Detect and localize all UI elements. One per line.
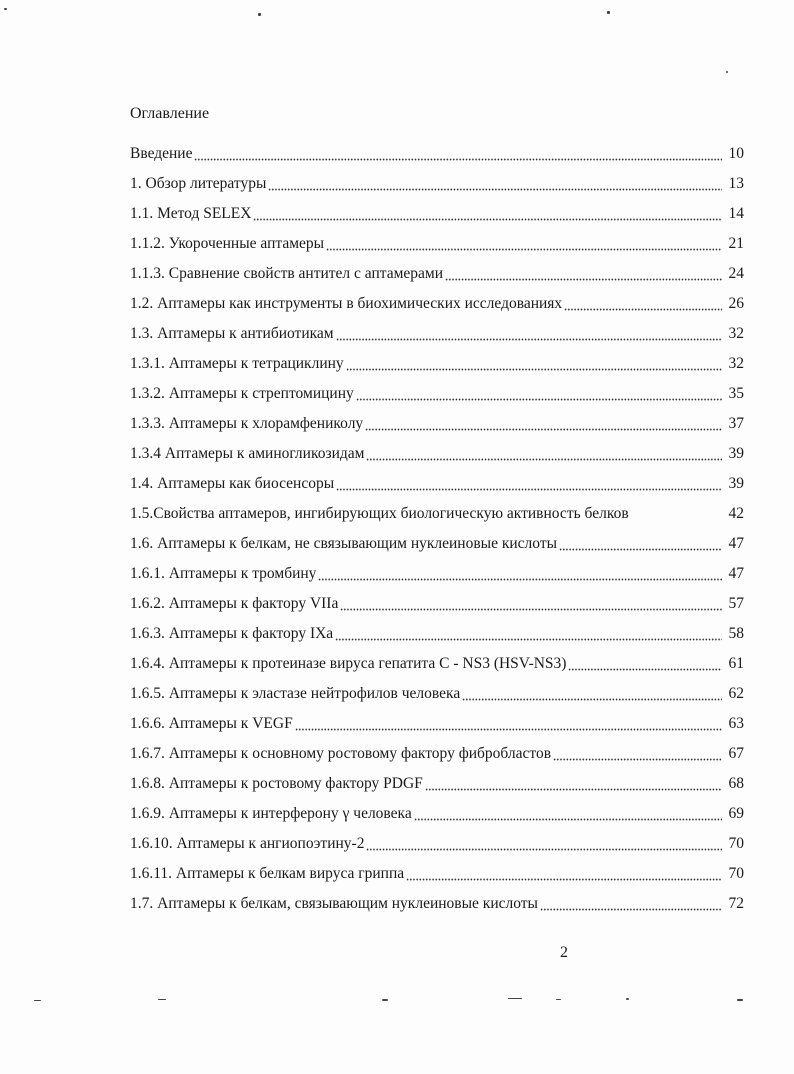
toc-entry-title[interactable]: 1.6.11. Аптамеры к белкам вируса гриппа [130, 865, 405, 882]
toc-entry[interactable] [130, 674, 744, 704]
toc-entry-page: 26 [728, 295, 744, 312]
toc-entry-page: 61 [728, 655, 744, 672]
scan-speck [556, 999, 561, 1000]
toc-entry-title[interactable]: 1.6.5. Аптамеры к эластазе нейтрофилов человека [130, 685, 461, 702]
toc-entry-title[interactable]: 1.6. Аптамеры к белкам, не связывающим нуклеиновые кислоты [130, 535, 558, 552]
toc-entry-title[interactable]: 1.4. Аптамеры как биосенсоры [130, 475, 335, 492]
dot-leader [295, 715, 722, 731]
toc-entry[interactable] [130, 164, 744, 194]
toc-entry[interactable] [130, 644, 744, 674]
dot-leader [318, 565, 722, 581]
toc-entry[interactable] [130, 434, 744, 464]
dot-leader [462, 685, 722, 701]
toc-entry-title[interactable]: 1.6.8. Аптамеры к ростовому фактору PDGF [130, 775, 423, 792]
toc-entry-title[interactable]: 1.3.3. Аптамеры к хлорамфениколу [130, 415, 364, 432]
scan-speck [4, 8, 7, 10]
toc-entry-page: 47 [728, 565, 744, 582]
toc-entry-title[interactable]: 1.3.2. Аптамеры к стрептомицину [130, 385, 354, 402]
dot-leader [356, 385, 722, 401]
toc-entry-title[interactable]: 1.6.3. Аптамеры к фактору IXa [130, 625, 334, 642]
toc-entry-page: 47 [728, 535, 744, 552]
toc-entry[interactable] [130, 584, 744, 614]
toc-entry-page: 14 [728, 205, 744, 222]
toc-entry[interactable] [130, 404, 744, 434]
toc-entry-title[interactable]: 1.1.3. Сравнение свойств антител с аптамерами [130, 265, 444, 282]
dot-leader [540, 895, 722, 911]
toc-entry[interactable] [130, 464, 744, 494]
dot-leader [553, 745, 722, 761]
toc-entry[interactable] [130, 194, 744, 224]
toc-entry-page: 70 [728, 835, 744, 852]
toc-entry-title[interactable]: 1. Обзор литературы [130, 175, 267, 192]
toc-entry[interactable] [130, 224, 744, 254]
scan-speck [726, 71, 728, 73]
toc-entry-page: 10 [728, 145, 744, 162]
dot-leader [425, 775, 722, 791]
toc-entry-page: 67 [728, 745, 744, 762]
toc-entry-page: 21 [728, 235, 744, 252]
toc-entry[interactable] [130, 794, 744, 824]
scan-speck [626, 998, 629, 1000]
toc-entry-title[interactable]: 1.6.4. Аптамеры к протеиназе вируса гепатита С - NS3 (HSV-NS3) [130, 655, 567, 672]
toc-entry-title[interactable]: 1.1.2. Укороченные аптамеры [130, 235, 325, 252]
toc-entry[interactable] [130, 254, 744, 284]
toc-entry-page: 58 [728, 625, 744, 642]
toc-entry[interactable] [130, 554, 744, 584]
dot-leader [445, 265, 722, 281]
toc-entry[interactable] [130, 314, 744, 344]
toc-entry[interactable] [130, 494, 744, 524]
toc-entry-page: 32 [728, 355, 744, 372]
dot-leader [366, 445, 722, 461]
toc-entry-title[interactable]: 1.6.9. Аптамеры к интерферону γ человека [130, 805, 412, 822]
dot-leader [336, 475, 722, 491]
toc-entry-page: 57 [728, 595, 744, 612]
toc-entry-title[interactable]: Введение [130, 145, 193, 162]
toc-entry-page: 62 [728, 685, 744, 702]
toc-entry[interactable] [130, 614, 744, 644]
dot-leader [326, 235, 722, 251]
dot-leader [335, 625, 722, 641]
toc-entry-page: 72 [728, 895, 744, 912]
dot-leader [631, 505, 722, 521]
scan-speck [158, 999, 166, 1000]
toc-entry-page: 39 [728, 475, 744, 492]
dot-leader [346, 355, 722, 371]
toc-entry[interactable] [130, 704, 744, 734]
toc-entry-title[interactable]: 1.3.4 Аптамеры к аминогликозидам [130, 445, 365, 462]
toc-entry-page: 68 [728, 775, 744, 792]
toc-entry-page: 70 [728, 865, 744, 882]
dot-leader [564, 295, 722, 311]
toc-entry-page: 24 [728, 265, 744, 282]
dot-leader [414, 805, 722, 821]
toc-entry-page: 39 [728, 445, 744, 462]
toc-entry-title[interactable]: 1.6.1. Аптамеры к тромбину [130, 565, 317, 582]
toc-entry-title[interactable]: 1.6.2. Аптамеры к фактору VIIa [130, 595, 339, 612]
toc-entry[interactable] [130, 134, 744, 164]
toc-entry-title[interactable]: 1.6.6. Аптамеры к VEGF [130, 715, 293, 732]
toc-entry-title[interactable]: 1.3.1. Аптамеры к тетрациклину [130, 355, 344, 372]
toc-entry-page: 13 [728, 175, 744, 192]
dot-leader [336, 325, 722, 341]
toc-entry[interactable] [130, 824, 744, 854]
page-number: 2 [560, 944, 568, 961]
toc-entry-page: 63 [728, 715, 744, 732]
toc-entry[interactable] [130, 284, 744, 314]
toc-entry[interactable] [130, 884, 744, 914]
toc-entry[interactable] [130, 854, 744, 884]
dot-leader [406, 865, 722, 881]
toc-entry-title[interactable]: 1.6.7. Аптамеры к основному ростовому фактору фибробластов [130, 745, 552, 762]
toc-entry-page: 69 [728, 805, 744, 822]
scan-speck [508, 998, 522, 999]
toc-entry-title[interactable]: 1.6.10. Аптамеры к ангиопоэтину-2 [130, 835, 365, 852]
toc-entry[interactable] [130, 374, 744, 404]
toc-entry-title[interactable]: 1.5.Свойства аптамеров, ингибирующих биологическую активность белков [130, 505, 629, 522]
dot-leader [568, 655, 722, 671]
toc-entry-page: 42 [728, 505, 744, 522]
toc-entry-title[interactable]: 1.2. Аптамеры как инструменты в биохимических исследованиях [130, 295, 563, 312]
toc-entry[interactable] [130, 734, 744, 764]
scan-speck [382, 999, 388, 1001]
scan-speck [34, 1000, 41, 1001]
dot-leader [365, 415, 722, 431]
toc-entry-page: 35 [728, 385, 744, 402]
dot-leader [559, 535, 722, 551]
scan-speck [737, 999, 743, 1001]
toc-entry-page: 37 [728, 415, 744, 432]
scan-speck [607, 11, 610, 14]
toc-entry[interactable] [130, 524, 744, 554]
toc-entry-page: 32 [728, 325, 744, 342]
dot-leader [366, 835, 722, 851]
toc-entry-title[interactable]: 1.3. Аптамеры к антибиотикам [130, 325, 334, 342]
dot-leader [194, 145, 722, 161]
dot-leader [268, 175, 722, 191]
dot-leader [340, 595, 722, 611]
toc-entry-title[interactable]: 1.7. Аптамеры к белкам, связывающим нуклеиновые кислоты [130, 895, 538, 912]
scan-speck [258, 13, 261, 16]
dot-leader [253, 205, 722, 221]
table-of-contents [130, 134, 744, 914]
toc-entry-title[interactable]: 1.1. Метод SELEX [130, 205, 252, 222]
toc-entry[interactable] [130, 764, 744, 794]
toc-entry[interactable] [130, 344, 744, 374]
toc-heading: Оглавление [130, 105, 210, 122]
